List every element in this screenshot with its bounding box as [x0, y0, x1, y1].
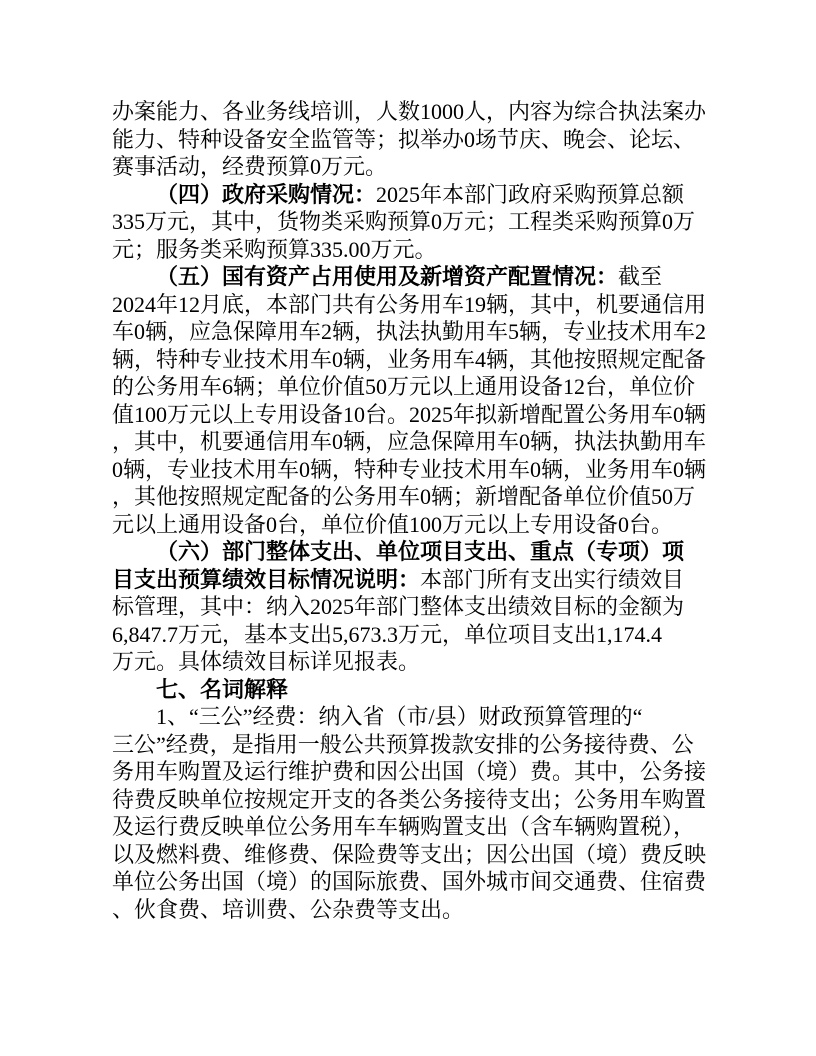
text-segment-bold: （五）国有资产占用使用及新增资产配置情况： [156, 264, 619, 289]
text-line [112, 648, 716, 676]
text-segment-bold: （四）政府采购情况： [156, 181, 377, 207]
text-line [112, 346, 716, 374]
text-segment: ，其他按照规定配备的公务用车0辆；新增配备单位价值50万 [112, 484, 696, 509]
text-segment: 单位公务出国（境）的国际旅费、国外城市间交通费、住宿费 [112, 869, 707, 894]
text-line [112, 126, 716, 154]
text-segment: 元；服务类采购预算335.00万元。 [112, 236, 437, 262]
text-line [112, 291, 716, 319]
text-segment-bold: 目支出预算绩效目标情况说明： [112, 566, 421, 592]
text-line [112, 208, 716, 236]
text-line [112, 813, 716, 841]
text-segment: 1、“三公”经费：纳入省（市/县）财政预算管理的“ [156, 704, 643, 729]
text-line [112, 896, 716, 924]
text-line [112, 236, 716, 264]
text-segment: 本部门所有支出实行绩效目 [420, 566, 685, 592]
text-segment-bold: 七、名词解释 [156, 676, 289, 702]
text-segment: 及运行费反映单位公务用车车辆购置支出（含车辆购置税）， [112, 814, 696, 839]
text-line [112, 318, 716, 346]
text-segment: 2025年本部门政府采购预算总额 [376, 181, 685, 207]
text-segment: 值100万元以上专用设备10台。2025年拟新增配置公务用车0辆 [112, 401, 707, 427]
text-line [112, 621, 716, 649]
text-line [112, 538, 716, 566]
text-segment: 车0辆，应急保障用车2辆，执法执勤用车5辆，专业技术用车2 [112, 319, 707, 344]
text-segment-bold: （六）部门整体支出、单位项目支出、重点（专项）项 [156, 539, 685, 564]
text-segment: 标管理，其中：纳入2025年部门整体支出绩效目标的金额为 [112, 594, 685, 619]
text-segment: 2024年12月底，本部门共有公务用车19辆，其中，机要通信用 [112, 291, 707, 317]
text-line [112, 841, 716, 869]
text-segment: 以及燃料费、维修费、保险费等支出；因公出国（境）费反映 [112, 841, 707, 867]
text-segment: 的公务用车6辆；单位价值50万元以上通用设备12台，单位价 [112, 374, 696, 399]
text-segment: ，其中，机要通信用车0辆，应急保障用车0辆，执法执勤用车 [112, 429, 707, 454]
text-segment: 0辆，专业技术用车0辆，特种专业技术用车0辆，业务用车0辆 [112, 456, 707, 482]
text-line [112, 153, 716, 181]
text-line [112, 428, 716, 456]
document-body [112, 98, 716, 923]
text-segment: 元以上通用设备0台，单位价值100万元以上专用设备0台。 [112, 511, 674, 537]
text-line [112, 593, 716, 621]
text-line [112, 786, 716, 814]
text-segment: 截至 [618, 264, 663, 289]
text-segment: 办案能力、各业务线培训，人数1000人，内容为综合执法案办 [112, 99, 707, 124]
text-line [112, 511, 716, 539]
text-segment: 、伙食费、培训费、公杂费等支出。 [112, 896, 465, 922]
text-line [112, 731, 716, 759]
text-segment: 辆，特种专业技术用车0辆，业务用车4辆，其他按照规定配备 [112, 346, 707, 372]
text-line [112, 263, 716, 291]
text-segment: 6,847.7万元，基本支出5,673.3万元，单位项目支出1,174.4 [112, 621, 663, 647]
text-line [112, 868, 716, 896]
text-line [112, 483, 716, 511]
text-segment: 赛事活动，经费预算0万元。 [112, 154, 388, 179]
text-segment: 三公”经费，是指用一般公共预算拨款安排的公务接待费、公 [112, 731, 694, 757]
text-line [112, 401, 716, 429]
text-line [112, 456, 716, 484]
text-line [112, 373, 716, 401]
text-line [112, 98, 716, 126]
text-line [112, 758, 716, 786]
text-segment: 务用车购置及运行维护费和因公出国（境）费。其中，公务接 [112, 759, 707, 784]
text-line [112, 703, 716, 731]
text-line [112, 566, 716, 594]
text-line [112, 676, 716, 704]
text-segment: 万元。具体绩效目标详见报表。 [112, 649, 421, 674]
text-segment: 待费反映单位按规定开支的各类公务接待支出；公务用车购置 [112, 786, 707, 812]
text-segment: 能力、特种设备安全监管等；拟举办0场节庆、晚会、论坛、 [112, 126, 696, 152]
text-line [112, 181, 716, 209]
text-segment: 335万元，其中，货物类采购预算0万元；工程类采购预算0万 [112, 209, 696, 234]
